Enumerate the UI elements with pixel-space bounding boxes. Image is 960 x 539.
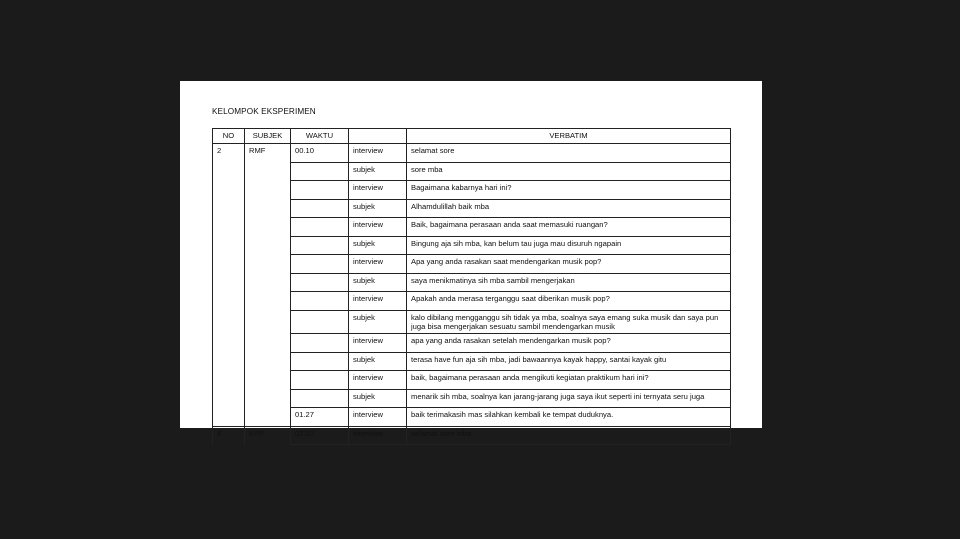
cell-waktu <box>291 292 349 311</box>
cell-verbatim: Baik, bagaimana perasaan anda saat memasuki ruangan? <box>407 218 731 237</box>
table-row <box>213 408 731 427</box>
cell-waktu: 02.03 <box>291 426 349 445</box>
cell-subjek <box>245 218 291 237</box>
cell-speaker: subjek <box>349 162 407 181</box>
cell-no <box>213 273 245 292</box>
table-row <box>213 162 731 181</box>
cell-waktu <box>291 181 349 200</box>
cell-speaker: interview <box>349 408 407 427</box>
cell-verbatim: sore mba <box>407 162 731 181</box>
cell-verbatim: Bagaimana kabarnya hari ini? <box>407 181 731 200</box>
cell-waktu <box>291 334 349 353</box>
table-row <box>213 181 731 200</box>
table-row <box>213 334 731 353</box>
cell-verbatim: baik terimakasih mas silahkan kembali ke tempat duduknya. <box>407 408 731 427</box>
cell-speaker: subjek <box>349 389 407 408</box>
cell-waktu <box>291 273 349 292</box>
cell-subjek <box>245 273 291 292</box>
cell-subjek <box>245 255 291 274</box>
cell-subjek <box>245 389 291 408</box>
table-row <box>213 218 731 237</box>
cell-verbatim: menarik sih mba, soalnya kan jarang-jarang juga saya ikut seperti ini ternyata seru juga <box>407 389 731 408</box>
cell-subjek <box>245 310 291 334</box>
header-subjek: SUBJEK <box>245 129 291 144</box>
cell-subjek: RMF <box>245 144 291 163</box>
table-row <box>213 426 731 445</box>
cell-verbatim: Apakah anda merasa terganggu saat diberikan musik pop? <box>407 292 731 311</box>
cell-no <box>213 236 245 255</box>
cell-subjek: KPP <box>245 426 291 445</box>
cell-speaker: interview <box>349 181 407 200</box>
cell-no <box>213 218 245 237</box>
cell-no <box>213 181 245 200</box>
cell-no <box>213 292 245 311</box>
cell-subjek <box>245 371 291 390</box>
cell-no <box>213 352 245 371</box>
cell-speaker: subjek <box>349 199 407 218</box>
cell-verbatim: Bingung aja sih mba, kan belum tau juga mau disuruh ngapain <box>407 236 731 255</box>
table-row <box>213 292 731 311</box>
table-header-row <box>213 129 731 144</box>
cell-speaker: subjek <box>349 310 407 334</box>
header-no: NO <box>213 129 245 144</box>
cell-verbatim: kalo dibilang mengganggu sih tidak ya mba, soalnya saya emang suka musik dan saya pun juga bisa mengerjakan sesuatu sambil mendengarkan musik <box>407 310 731 334</box>
table-row <box>213 273 731 292</box>
cell-speaker: interview <box>349 144 407 163</box>
cell-no: 4 <box>213 426 245 445</box>
cell-waktu <box>291 236 349 255</box>
cell-verbatim: saya menikmatinya sih mba sambil mengerjakan <box>407 273 731 292</box>
cell-verbatim: baik, bagaimana perasaan anda mengikuti kegiatan praktikum hari ini? <box>407 371 731 390</box>
cell-waktu <box>291 389 349 408</box>
cell-subjek <box>245 199 291 218</box>
cell-waktu <box>291 352 349 371</box>
table-row <box>213 236 731 255</box>
document-heading: KELOMPOK EKSPERIMEN <box>212 107 316 116</box>
cell-waktu: 00.10 <box>291 144 349 163</box>
cell-verbatim: terasa have fun aja sih mba, jadi bawaannya kayak happy, santai kayak gitu <box>407 352 731 371</box>
cell-subjek <box>245 181 291 200</box>
cell-subjek <box>245 162 291 181</box>
cell-speaker: interview <box>349 371 407 390</box>
table-row <box>213 352 731 371</box>
verbatim-table <box>212 128 731 445</box>
cell-speaker: interview <box>349 255 407 274</box>
cell-waktu <box>291 218 349 237</box>
cell-verbatim: Alhamdulillah baik mba <box>407 199 731 218</box>
cell-no <box>213 408 245 427</box>
cell-subjek <box>245 236 291 255</box>
cell-waktu <box>291 162 349 181</box>
table-row <box>213 144 731 163</box>
cell-speaker: subjek <box>349 352 407 371</box>
cell-speaker: interview <box>349 218 407 237</box>
header-speaker <box>349 129 407 144</box>
cell-no <box>213 371 245 390</box>
cell-verbatim: apa yang anda rasakan setelah mendengarkan musik pop? <box>407 334 731 353</box>
cell-no <box>213 389 245 408</box>
cell-waktu <box>291 371 349 390</box>
table-row <box>213 199 731 218</box>
cell-speaker: interview <box>349 334 407 353</box>
cell-verbatim: selamat sore <box>407 144 731 163</box>
cell-subjek <box>245 408 291 427</box>
cell-no <box>213 310 245 334</box>
cell-no <box>213 334 245 353</box>
cell-speaker: subjek <box>349 236 407 255</box>
cell-subjek <box>245 352 291 371</box>
cell-subjek <box>245 292 291 311</box>
header-waktu: WAKTU <box>291 129 349 144</box>
cell-verbatim: Apa yang anda rasakan saat mendengarkan musik pop? <box>407 255 731 274</box>
cell-no <box>213 162 245 181</box>
table-row <box>213 389 731 408</box>
table-row <box>213 310 731 334</box>
header-verbatim: VERBATIM <box>407 129 731 144</box>
table-row <box>213 255 731 274</box>
cell-waktu <box>291 255 349 274</box>
cell-no <box>213 255 245 274</box>
cell-speaker: interview <box>349 292 407 311</box>
cell-waktu <box>291 199 349 218</box>
cell-no <box>213 199 245 218</box>
cell-no: 2 <box>213 144 245 163</box>
cell-speaker: interview <box>349 426 407 445</box>
table-row <box>213 371 731 390</box>
cell-speaker: subjek <box>349 273 407 292</box>
document-page <box>180 81 762 438</box>
cell-waktu: 01.27 <box>291 408 349 427</box>
cell-verbatim: selamat sore mba <box>407 426 731 445</box>
cell-subjek <box>245 334 291 353</box>
cell-waktu <box>291 310 349 334</box>
